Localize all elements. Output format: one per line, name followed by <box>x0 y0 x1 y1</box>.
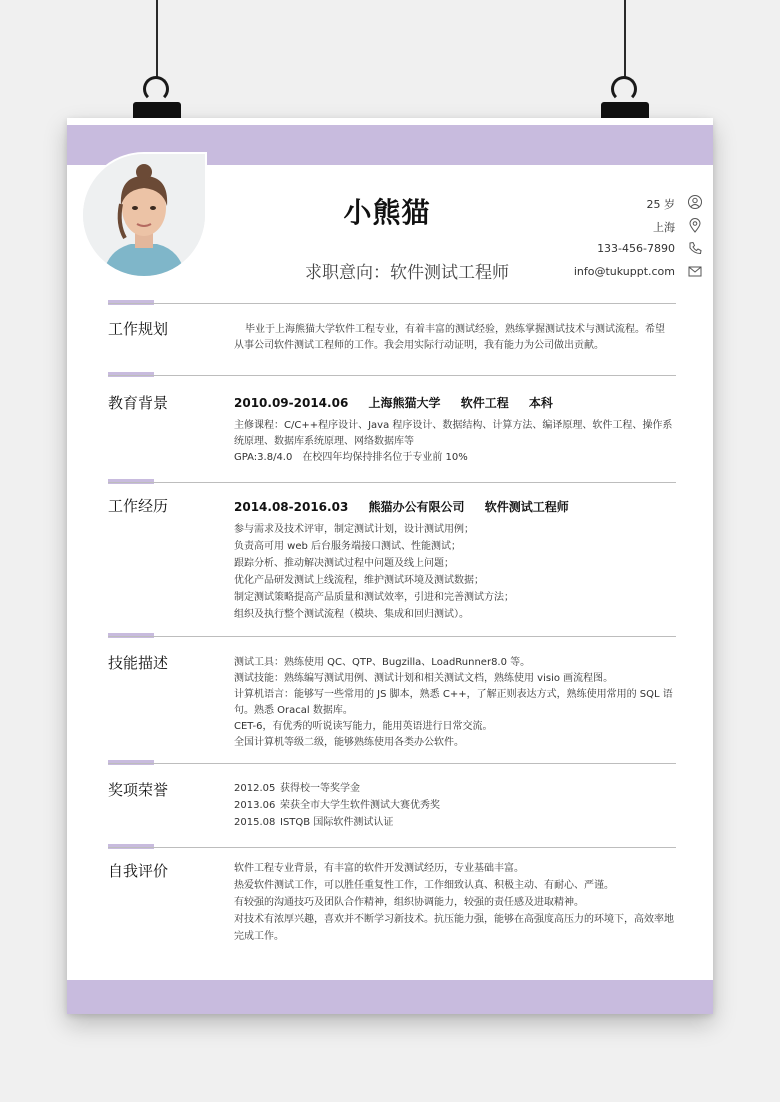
hanging-wire-left <box>156 0 158 78</box>
self-line: 软件工程专业背景，有丰富的软件开发测试经历，专业基础丰富。 <box>234 863 524 874</box>
contact-city: 上海 <box>653 221 675 234</box>
award-item: 2015.08 ISTQB 国际软件测试认证 <box>234 817 394 828</box>
work-line: 负责高可用 web 后台服务端接口测试、性能测试； <box>234 541 462 552</box>
binder-clip-left <box>133 76 183 124</box>
mail-icon <box>687 263 703 279</box>
job-intent: 求职意向：软件测试工程师 <box>305 263 509 283</box>
education-line: 主修课程：C/C++程序设计、Java 程序设计、数据结构、计算方法、编译原理、软件工程、操作系统原理、数据库系统原理、网络数据库等 <box>234 420 673 447</box>
work-line: 参与需求及技术评审，制定测试计划，设计测试用例； <box>234 524 474 535</box>
candidate-name: 小熊猫 <box>343 196 431 229</box>
education-major: 软件工程 <box>460 396 509 410</box>
profile-photo <box>81 152 207 278</box>
education-period: 2010.09-2014.06 <box>234 396 349 410</box>
work-role: 软件测试工程师 <box>484 500 569 514</box>
user-icon <box>687 194 703 210</box>
self-line: 对技术有浓厚兴趣，喜欢并不断学习新技术。抗压能力强，能够在高强度高压力的环境下，高效率地完成工作。 <box>234 914 674 942</box>
work-line: 跟踪分析、推动解决测试过程中问题及线上问题； <box>234 558 454 569</box>
education-details <box>234 418 674 466</box>
phone-icon <box>687 240 703 256</box>
contact-age: 25 岁 <box>646 198 675 211</box>
work-period: 2014.08-2016.03 <box>234 500 349 514</box>
work-line: 组织及执行整个测试流程（模块、集成和回归测试）。 <box>234 609 469 620</box>
education-degree: 本科 <box>528 396 553 410</box>
section-title-skills: 技能描述 <box>108 654 169 672</box>
contact-email[interactable]: info@tukuppt.com <box>573 265 675 278</box>
work-details <box>234 521 674 623</box>
award-item: 2013.06 荣获全市大学生软件测试大赛优秀奖 <box>234 800 440 811</box>
self-evaluation <box>234 860 674 945</box>
skill-line: 测试技能：熟练编写测试用例、测试计划和相关测试文档，熟练使用 visio 画流程图。 <box>234 673 614 684</box>
section-title-plan: 工作规划 <box>108 320 169 338</box>
skill-line: 测试工具：熟练使用 QC、QTP、Bugzilla、LoadRunner8.0 等。 <box>234 657 531 668</box>
education-line: GPA:3.8/4.0 在校四年均保持排名位于专业前 10% <box>234 452 468 463</box>
skills-details <box>234 655 674 751</box>
section-divider-work <box>108 482 676 483</box>
plan-text: 毕业于上海熊猫大学软件工程专业，有着丰富的测试经验，熟练掌握测试技术与测试流程。希望从事公司软件测试工程师的工作。我会用实际行动证明，我有能力为公司做出贡献。 <box>234 324 665 351</box>
section-divider-plan <box>108 303 676 304</box>
binder-clip-right <box>601 76 651 124</box>
contact-phone: 133-456-7890 <box>597 242 675 255</box>
awards-list <box>234 780 674 831</box>
self-line: 有较强的沟通技巧及团队合作精神，组织协调能力，较强的责任感及进取精神。 <box>234 897 584 908</box>
skill-line: CET-6，有优秀的听说读写能力，能用英语进行日常交流。 <box>234 721 493 732</box>
section-title-work: 工作经历 <box>108 497 169 515</box>
location-icon <box>687 217 703 233</box>
resume-page <box>67 118 713 1014</box>
work-company: 熊猫办公有限公司 <box>368 500 465 514</box>
skill-line: 全国计算机等级二级，能够熟练使用各类办公软件。 <box>234 737 464 748</box>
section-title-self: 自我评价 <box>108 862 169 880</box>
hanging-wire-right <box>624 0 626 78</box>
section-title-awards: 奖项荣誉 <box>108 781 169 799</box>
skill-line: 计算机语言：能够写一些常用的 JS 脚本，熟悉 C++，了解正则表达方式，熟练使用常用的 SQL 语句。熟悉 Oracal 数据库。 <box>234 689 673 716</box>
work-line: 制定测试策略提高产品质量和测试效率，引进和完善测试方法； <box>234 592 514 603</box>
education-heading <box>234 394 569 411</box>
work-line: 优化产品研发测试上线流程，维护测试环境及测试数据； <box>234 575 484 586</box>
work-heading <box>234 498 585 515</box>
self-line: 热爱软件测试工作，可以胜任重复性工作，工作细致认真、积极主动、有耐心、严谨。 <box>234 880 614 891</box>
section-title-education: 教育背景 <box>108 394 169 412</box>
portrait-image <box>83 154 205 276</box>
footer-band <box>67 980 713 1014</box>
section-divider-education <box>108 375 676 376</box>
section-divider-self <box>108 847 676 848</box>
section-divider-awards <box>108 763 676 764</box>
education-school: 上海熊猫大学 <box>368 396 441 410</box>
award-item: 2012.05 获得校一等奖学金 <box>234 783 360 794</box>
section-divider-skills <box>108 636 676 637</box>
